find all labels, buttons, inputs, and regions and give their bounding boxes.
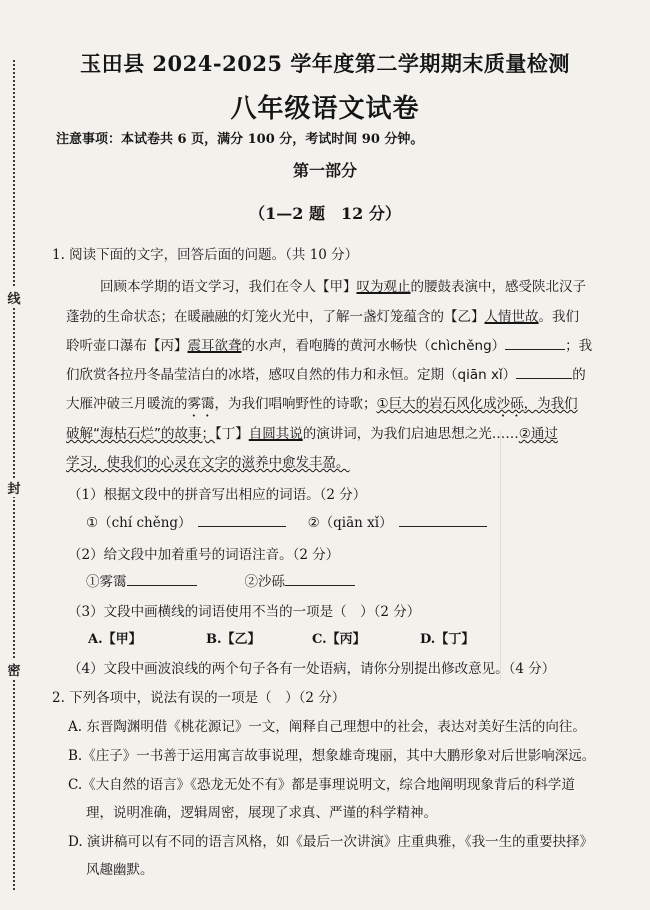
passage-line-1: [100, 275, 586, 295]
passage-line-2: [66, 305, 579, 325]
exam-subtitle: 八年级语文试卷: [230, 94, 420, 124]
q2-option-b[interactable]: B.《庄子》一书善于运用寓言故事说理，想象雄奇瑰丽，其中大鹏形象对后世影响深远。: [68, 748, 596, 764]
binding-label-xian: 线: [3, 288, 25, 307]
q2-option-d-cont: 风趣幽默。: [86, 862, 154, 878]
q1-sub1: （1）根据文段中的拼音写出相应的词语。（2 分）: [68, 487, 367, 503]
q2-option-c-cont: 理，说明准确，逻辑周密，展现了求真、严谨的科学精神。: [86, 805, 437, 821]
passage-text: ，为我们唱响野性的诗歌；: [214, 396, 377, 412]
passage-text: 的: [572, 367, 586, 383]
part-range: （1—2 题 12 分）: [249, 204, 401, 223]
passage-text: 蓬勃的生命状态；在暖融融的灯笼火光中，了解一盏灯笼蕴含的【乙】: [66, 309, 485, 325]
passage-text: ；我: [565, 338, 593, 354]
binding-label-mi: 密: [3, 660, 25, 679]
passage-text: 们欣赏各拉丹冬晶莹洁白的冰塔，感叹自然的伟力和永恒。定期（qiān xǐ）: [66, 367, 517, 383]
wavy-sentence-1-cont: ，为我们: [523, 396, 578, 412]
q1-sub2: （2）给文段中加着重号的词语注音。（2 分）: [68, 547, 340, 563]
passage-text: 。我们: [538, 309, 579, 325]
q1-option-b[interactable]: B.【乙】: [206, 632, 261, 647]
passage-text: 大雁冲破三月暖流的: [66, 396, 188, 412]
underlined-term-jia: 叹为观止: [356, 279, 411, 295]
passage-text: 的腰鼓表演中，感受陕北汉子: [410, 279, 586, 295]
q2-option-a[interactable]: A. 东晋陶渊明借《桃花源记》一文，阐释自己理想中的社会，表达对美好生活的向往。: [68, 719, 586, 735]
wavy-sentence-1: ①巨大的岩石风化成: [376, 396, 497, 412]
passage-line-7: [66, 451, 350, 471]
dotted-term-shali: 沙砾: [496, 396, 524, 412]
binding-dotted-line: [13, 60, 15, 890]
passage-line-4: [66, 363, 586, 383]
exam-notice: 注意事项：本试卷共 6 页，满分 100 分，考试时间 90 分钟。: [56, 132, 424, 147]
wavy-sentence-1-end: 破解“海枯石烂”的故事；: [66, 426, 215, 442]
q2-stem: 2. 下列各项中，说法有误的一项是（ ）（2 分）: [52, 690, 346, 706]
wavy-sentence-2-end: 学习，使我们的心灵在文字的滋养中愈发丰盈。: [66, 455, 350, 471]
wavy-sentence-2: ②通过: [518, 426, 558, 442]
q1-sub3: （3）文段中画横线的词语使用不当的一项是（ ）（2 分）: [68, 604, 421, 620]
passage-text: 的水声，看咆腾的黄河水畅快（chìchěng）: [241, 338, 506, 354]
sub1-label-a: ①（chí chěng）: [86, 515, 192, 531]
answer-blank-1b[interactable]: [399, 525, 487, 527]
underlined-term-bing: 震耳欲聋: [187, 338, 242, 354]
q1-option-d[interactable]: D.【丁】: [420, 632, 475, 647]
passage-line-3: [66, 334, 592, 354]
sub1-label-b: ②（qiān xǐ）: [307, 515, 393, 531]
q1-option-c[interactable]: C.【丙】: [312, 632, 366, 647]
answer-blank-2a[interactable]: [127, 584, 197, 586]
q1-option-a[interactable]: A.【甲】: [88, 632, 142, 647]
q1-sub2-answers: [86, 570, 355, 590]
q1-sub1-answers: [86, 511, 487, 531]
q2-option-c[interactable]: C.《大自然的语言》《恐龙无处不有》都是事理说明文，综合地阐明现象背后的科学道: [68, 777, 575, 793]
passage-line-5: [66, 392, 578, 420]
exam-title: 玉田县 2024-2025 学年度第二学期期末质量检测: [80, 51, 570, 76]
answer-blank-2b[interactable]: [285, 584, 355, 586]
passage-line-6: [66, 422, 558, 442]
q1-stem: 1. 阅读下面的文字，回答后面的问题。（共 10 分）: [52, 247, 359, 263]
blank-qianxi[interactable]: [516, 377, 572, 379]
passage-text: 【丁】: [215, 426, 249, 442]
binding-label-feng: 封: [3, 478, 25, 497]
scan-fold-line: [500, 430, 501, 680]
passage-text: 的演讲词，为我们启迪思想之光……: [302, 426, 519, 442]
passage-text: 回顾本学期的语文学习，我们在令人【甲】: [100, 279, 357, 295]
blank-chicheng[interactable]: [505, 348, 565, 350]
underlined-term-ding: 自圆其说: [248, 426, 303, 442]
sub2-label-b: ②沙砾: [244, 574, 285, 590]
sub2-label-a: ①雾霭: [86, 574, 127, 590]
passage-text: 聆听壶口瀑布【丙】: [66, 338, 188, 354]
q2-option-d[interactable]: D. 演讲稿可以有不同的语言风格，如《最后一次讲演》庄重典雅，《我一生的重要抉择》: [68, 834, 594, 850]
underlined-term-yi: 人情世故: [484, 309, 539, 325]
part-title: 第一部分: [292, 161, 357, 180]
dotted-term-wuai: 雾霭: [187, 396, 215, 412]
answer-blank-1a[interactable]: [198, 525, 286, 527]
q1-sub4: （4）文段中画波浪线的两个句子各有一处语病，请你分别提出修改意见。（4 分）: [68, 661, 556, 677]
